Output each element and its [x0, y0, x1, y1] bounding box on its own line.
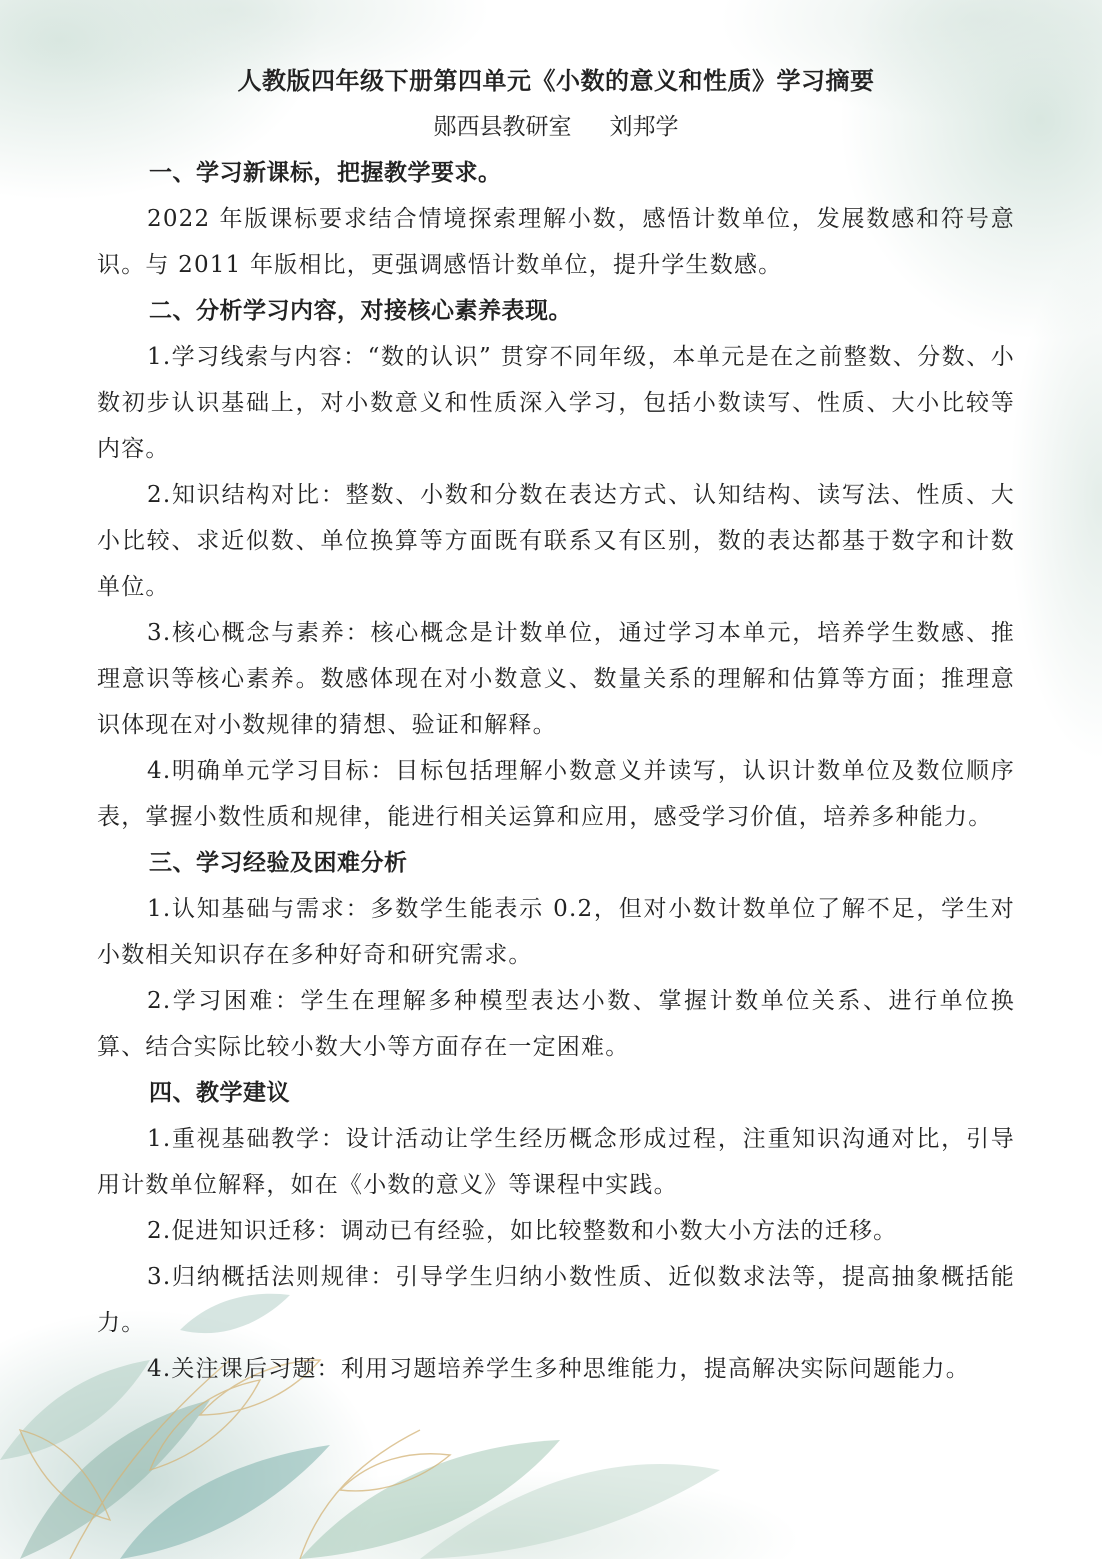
paragraph: 3.归纳概括法则规律：引导学生归纳小数性质、近似数求法等，提高抽象概括能力。 [97, 1264, 1015, 1336]
paragraph: 4.明确单元学习目标：目标包括理解小数意义并读写，认识计数单位及数位顺序表，掌握小数性质和规律，能进行相关运算和应用，感受学习价值，培养多种能力。 [97, 758, 1015, 830]
author-name: 刘邦学 [609, 114, 679, 140]
page-title: 人教版四年级下册第四单元《小数的意义和性质》学习摘要 [237, 67, 875, 95]
paragraph: 1.认知基础与需求：多数学生能表示 0.2，但对小数计数单位了解不足，学生对小数相关知识存在多种好奇和研究需求。 [97, 896, 1015, 968]
paragraph: 1.重视基础教学：设计活动让学生经历概念形成过程，注重知识沟通对比，引导用计数单位解释，如在《小数的意义》等课程中实践。 [97, 1126, 1015, 1198]
section-4 [97, 1070, 1015, 1392]
section-heading: 一、学习新课标，把握教学要求。 [149, 160, 502, 186]
paragraph: 4.关注课后习题：利用习题培养学生多种思维能力，提高解决实际问题能力。 [147, 1356, 970, 1382]
paragraph: 1.学习线索与内容：“数的认识” 贯穿不同年级，本单元是在之前整数、分数、小数初步认识基础上，对小数意义和性质深入学习，包括小数读写、性质、大小比较等内容。 [97, 344, 1015, 462]
section-heading: 三、学习经验及困难分析 [149, 850, 408, 876]
section-2 [97, 288, 1015, 840]
paragraph: 2.学习困难：学生在理解多种模型表达小数、掌握计数单位关系、进行单位换算、结合实际比较小数大小等方面存在一定困难。 [97, 988, 1015, 1060]
organization: 郧西县教研室 [433, 114, 572, 140]
document-page [97, 58, 1015, 1392]
section-heading: 四、教学建议 [149, 1080, 290, 1106]
paragraph: 2.促进知识迁移：调动已有经验，如比较整数和小数大小方法的迁移。 [147, 1218, 898, 1244]
section-heading: 二、分析学习内容，对接核心素养表现。 [149, 298, 572, 324]
paragraph: 3.核心概念与素养：核心概念是计数单位，通过学习本单元，培养学生数感、推理意识等核心素养。数感体现在对小数意义、数量关系的理解和估算等方面；推理意识体现在对小数规律的猜想、验证和解释。 [97, 620, 1015, 738]
paragraph: 2.知识结构对比：整数、小数和分数在表达方式、认知结构、读写法、性质、大小比较、求近似数、单位换算等方面既有联系又有区别，数的表达都基于数字和计数单位。 [97, 482, 1015, 600]
section-3 [97, 840, 1015, 1070]
section-1 [97, 150, 1015, 288]
paragraph: 2022 年版课标要求结合情境探索理解小数，感悟计数单位，发展数感和符号意识。与 2011 年版相比，更强调感悟计数单位，提升学生数感。 [97, 206, 1015, 278]
author-line [97, 104, 1015, 150]
